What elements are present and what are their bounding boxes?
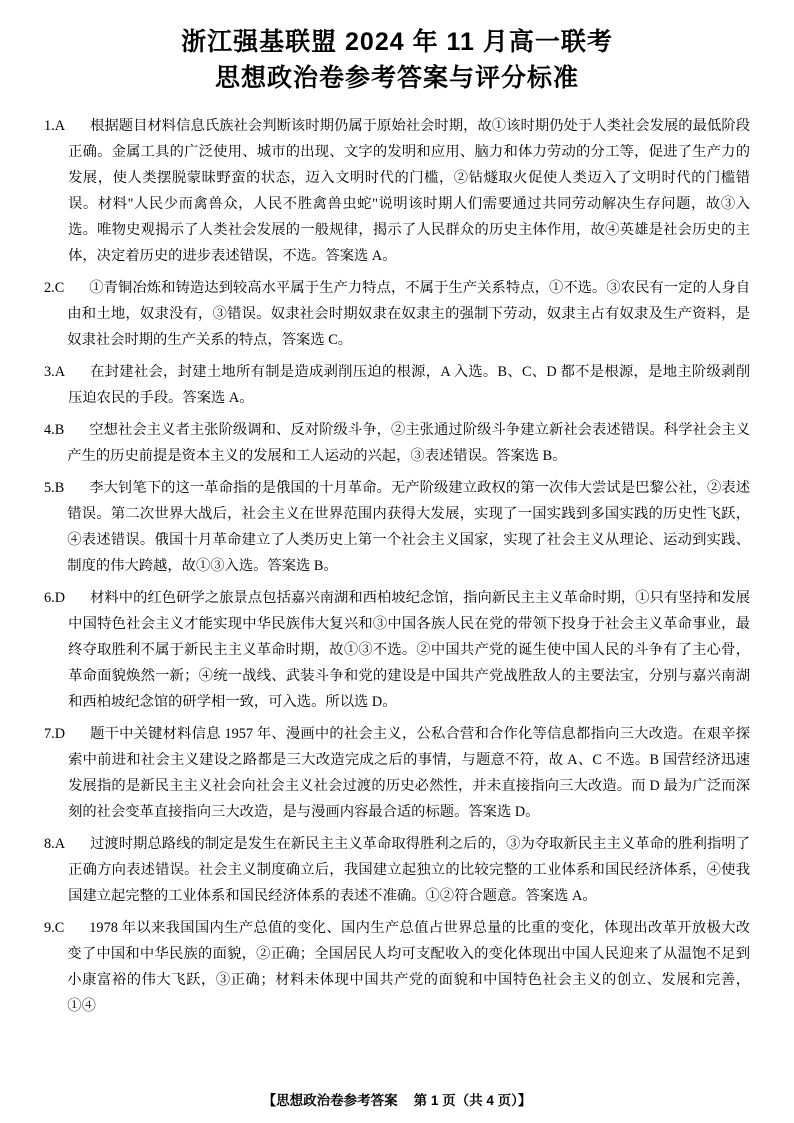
answer-item [44, 359, 750, 411]
answer-explanation: 空想社会主义者主张阶级调和、反对阶级斗争，②主张通过阶级斗争建立新社会表述错误。科学社会主义产生的历史前提是资本主义的发展和工人运动的兴起，③表述错误。答案选 B。 [67, 421, 750, 464]
answer-item [44, 831, 750, 909]
answer-item [44, 475, 750, 579]
answer-number: 7.D [44, 725, 66, 742]
answer-number: 3.A [44, 363, 66, 380]
answer-explanation: ①青铜冶炼和铸造达到较高水平属于生产力特点，不属于生产关系特点，①不选。③农民有一定的人身自由和土地，奴隶没有，③错误。奴隶社会时期奴隶在奴隶主的强制下劳动，奴隶主占有奴隶及生产资料，是奴隶社会时期的生产关系的特点，答案选 C。 [67, 279, 750, 348]
answer-number: 6.D [44, 589, 66, 606]
answer-number: 8.A [44, 835, 66, 852]
answer-number: 4.B [44, 421, 65, 438]
answer-number: 2.C [44, 279, 65, 296]
answer-item [44, 417, 750, 469]
footer-left-label: 【思想政治卷参考答案 [262, 1093, 398, 1108]
answer-item [44, 585, 750, 715]
answer-number: 1.A [44, 117, 66, 134]
answer-explanation: 在封建社会，封建土地所有制是造成剥削压迫的根源，A 入选。B、C、D 都不是根源，是地主阶级剥削压迫农民的手段。答案选 A。 [68, 363, 750, 406]
answer-item [44, 113, 750, 269]
answer-number: 5.B [44, 479, 65, 496]
answer-explanation: 题干中关键材料信息 1957 年、漫画中的社会主义，公私合营和合作化等信息都指向三大改造。在艰辛探索中前进和社会主义建设之路都是三大改造完成之后的事情，与题意不符，故 A、C 不选。B 国营经济迅速发展指的是新民主主义社会向社会主义社会过渡的历史必然性，并未直接指向三大改造。而 D 最为广泛而深刻的社会变革直接指向三大改造，是与漫画内容最合适的标题。答案选 D。 [68, 725, 750, 820]
answer-explanation: 根据题目材料信息氏族社会判断该时期仍属于原始社会时期，故①该时期仍处于人类社会发展的最低阶段正确。金属工具的广泛使用、城市的出现、文字的发明和应用、脑力和体力劳动的分工等，促进了生产力的发展，使人类摆脱蒙昧野蛮的状态，迈入文明时代的门槛，②钻燧取火促使人类迈入了文明时代的门槛错误。材料"人民少而禽兽众，人民不胜禽兽虫蛇"说明该时期人们需要通过共同劳动解决生存问题，故③入选。唯物史观揭示了人类社会发展的一般规律，揭示了人民群众的历史主体作用，故④英雄是社会历史的主体，决定着历史的进步表述错误，不选。答案选 A。 [68, 117, 750, 264]
footer-page-number: 第 1 页（共 4 页）】 [413, 1093, 532, 1108]
answer-item [44, 275, 750, 353]
page-title [44, 24, 750, 97]
answer-explanation: 过渡时期总路线的制定是发生在新民主主义革命取得胜利之后的，③为夺取新民主主义革命的胜利指明了正确方向表述错误。社会主义制度确立后，我国建立起独立的比较完整的工业体系和国民经济体系，④使我国建立起完整的工业体系和国民经济体系的表述不准确。①②符合题意。答案选 A。 [68, 835, 750, 904]
answer-explanation: 材料中的红色研学之旅景点包括嘉兴南湖和西柏坡纪念馆，指向新民主主义革命时期，①只有坚持和发展中国特色社会主义才能实现中华民族伟大复兴和③中国各族人民在党的带领下投身于社会主义革命事业，最终夺取胜利不属于新民主主义革命时期，故①③不选。②中国共产党的诞生使中国人民的斗争有了主心骨，革命面貌焕然一新；④统一战线、武装斗争和党的建设是中国共产党战胜敌人的主要法宝，分别与嘉兴南湖和西柏坡纪念馆的研学相一致，可入选。所以选 D。 [68, 589, 750, 710]
title-line-1: 浙江强基联盟 2024 年 11 月高一联考 [181, 28, 613, 56]
title-line-2: 思想政治卷参考答案与评分标准 [214, 64, 579, 93]
answer-explanation: 李大钊笔下的这一革命指的是俄国的十月革命。无产阶级建立政权的第一次伟大尝试是巴黎公社，②表述错误。第二次世界大战后，社会主义在世界范围内获得大发展，实现了一国实践到多国实践的历史性飞跃，④表述错误。俄国十月革命建立了人类历史上第一个社会主义国家，实现了社会主义从理论、运动到实践、制度的伟大跨越，故①③入选。答案选 B。 [67, 479, 750, 574]
answers-list [44, 113, 750, 1020]
answer-item [44, 915, 750, 1019]
answer-item [44, 721, 750, 825]
page-footer [0, 1089, 794, 1109]
answer-number: 9.C [44, 919, 65, 936]
answer-explanation: 1978 年以来我国国内生产总值的变化、国内生产总值占世界总量的比重的变化，体现出改革开放极大改变了中国和中华民族的面貌，②正确；全国居民人均可支配收入的变化体现出中国人民迎来了从温饱不足到小康富裕的伟大飞跃，③正确；材料未体现中国共产党的面貌和中国特色社会主义的创立、发展和完善，①④ [67, 919, 750, 1014]
